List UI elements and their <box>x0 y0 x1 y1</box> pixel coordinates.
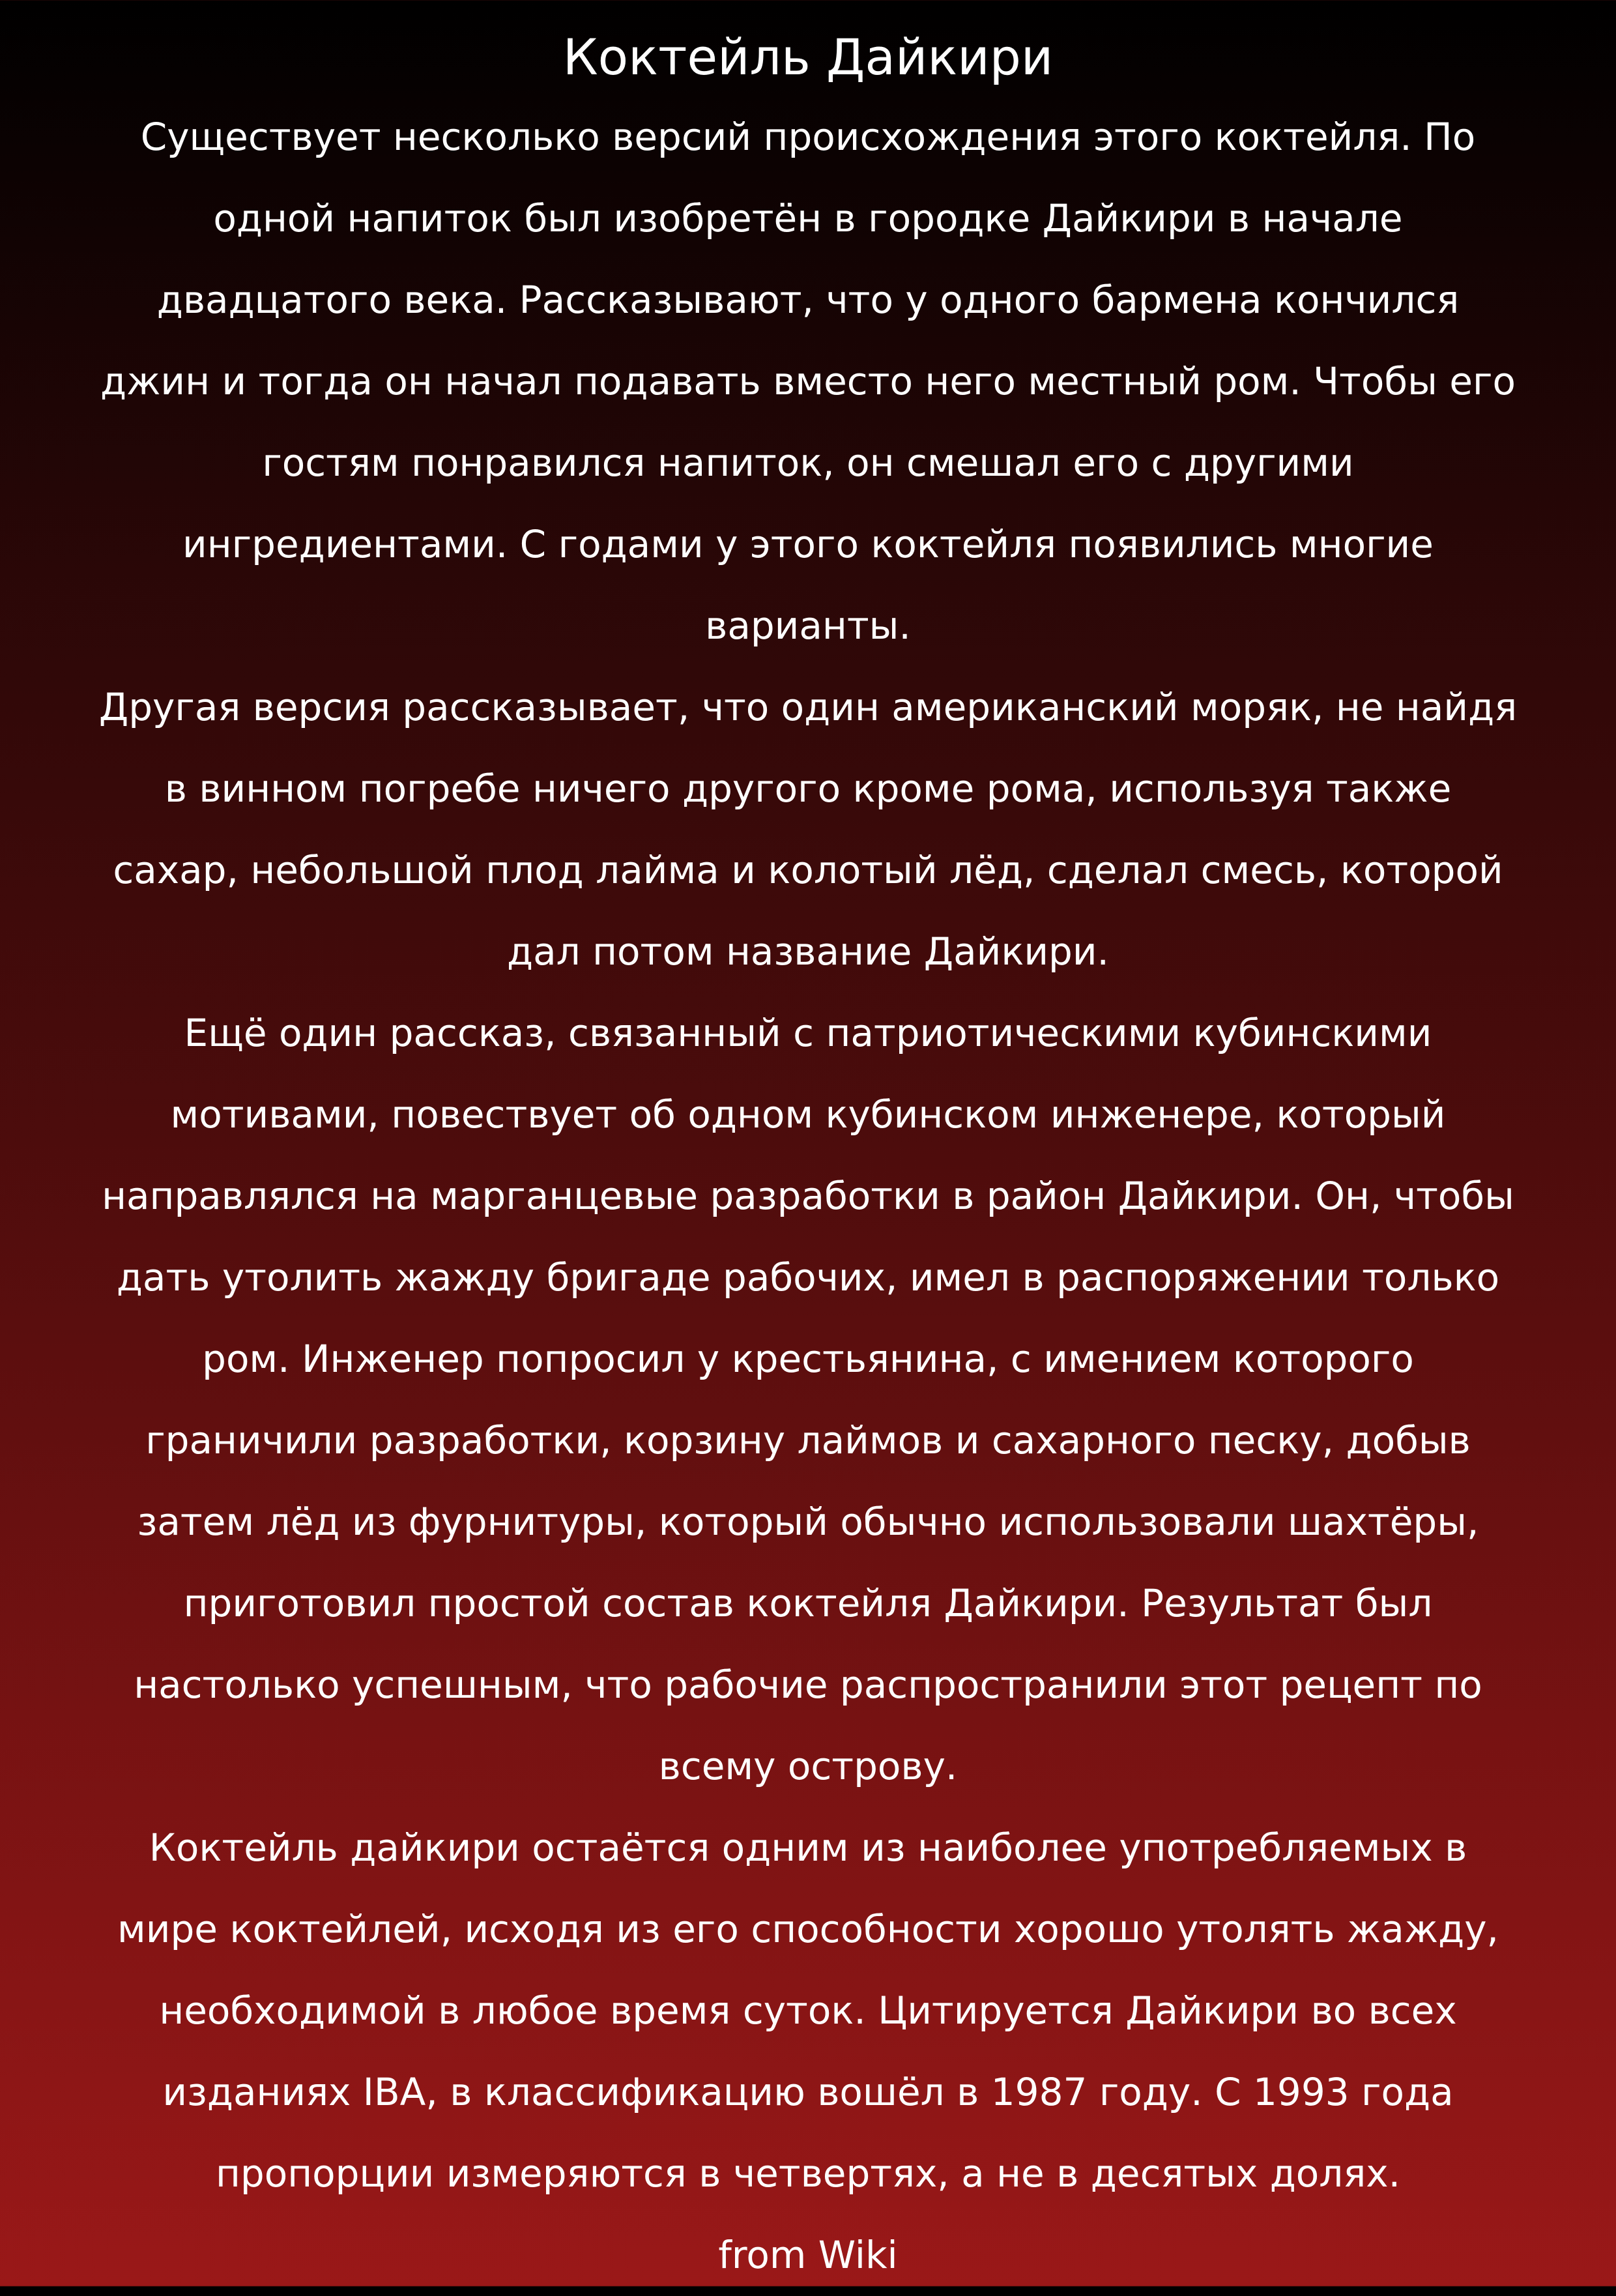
paragraph-engineer-version: Ещё один рассказ, связанный с патриотическими кубинскими мотивами, повествует об одном кубинском инженере, который направлялся на марганцевые разработки в район Дайкири. Он, чтобы дать утолить жажду бригаде рабочих, имел в распоряжении только ром. Инженер попросил у крестьянина, с имением которого граничили разработки, корзину лаймов и сахарного песку, добыв затем лёд из фурнитуры, который обычно использовали шахтёры, приготовил простой состав коктейля Дайкири. Результат был настолько успешным, что рабочие распространили этот рецепт по всему острову. <box>102 1011 1514 1788</box>
page-title: Коктейль Дайкири <box>562 28 1054 86</box>
paragraph-popularity: Коктейль дайкири остаётся одним из наиболее употребляемых в мире коктейлей, исходя из его способности хорошо утолять жажду, необходимой в любое время суток. Цитируется Дайкири во всех изданиях IBA, в классификацию вошёл в 1987 году. С 1993 года пропорции измеряются в четвертях, а не в десятых долях. <box>117 1825 1499 2196</box>
paragraph-sailor-version: Другая версия рассказывает, что один американский моряк, не найдя в винном погребе ничего другого кроме рома, используя также сахар, небольшой плод лайма и колотый лёд, сделал смесь, которой дал потом название Дайкири. <box>98 685 1518 974</box>
source-credit: from Wiki <box>718 2233 898 2277</box>
paragraph-origin-town: Существует несколько версий происхождения этого коктейля. По одной напиток был изобретён в городке Дайкири в начале двадцатого века. Рассказывают, что у одного бармена кончился джин и тогда он начал подавать вместо него местный ром. Чтобы его гостям понравился напиток, он смешал его с другими ингредиентами. С годами у этого коктейля появились многие варианты. <box>100 115 1516 648</box>
